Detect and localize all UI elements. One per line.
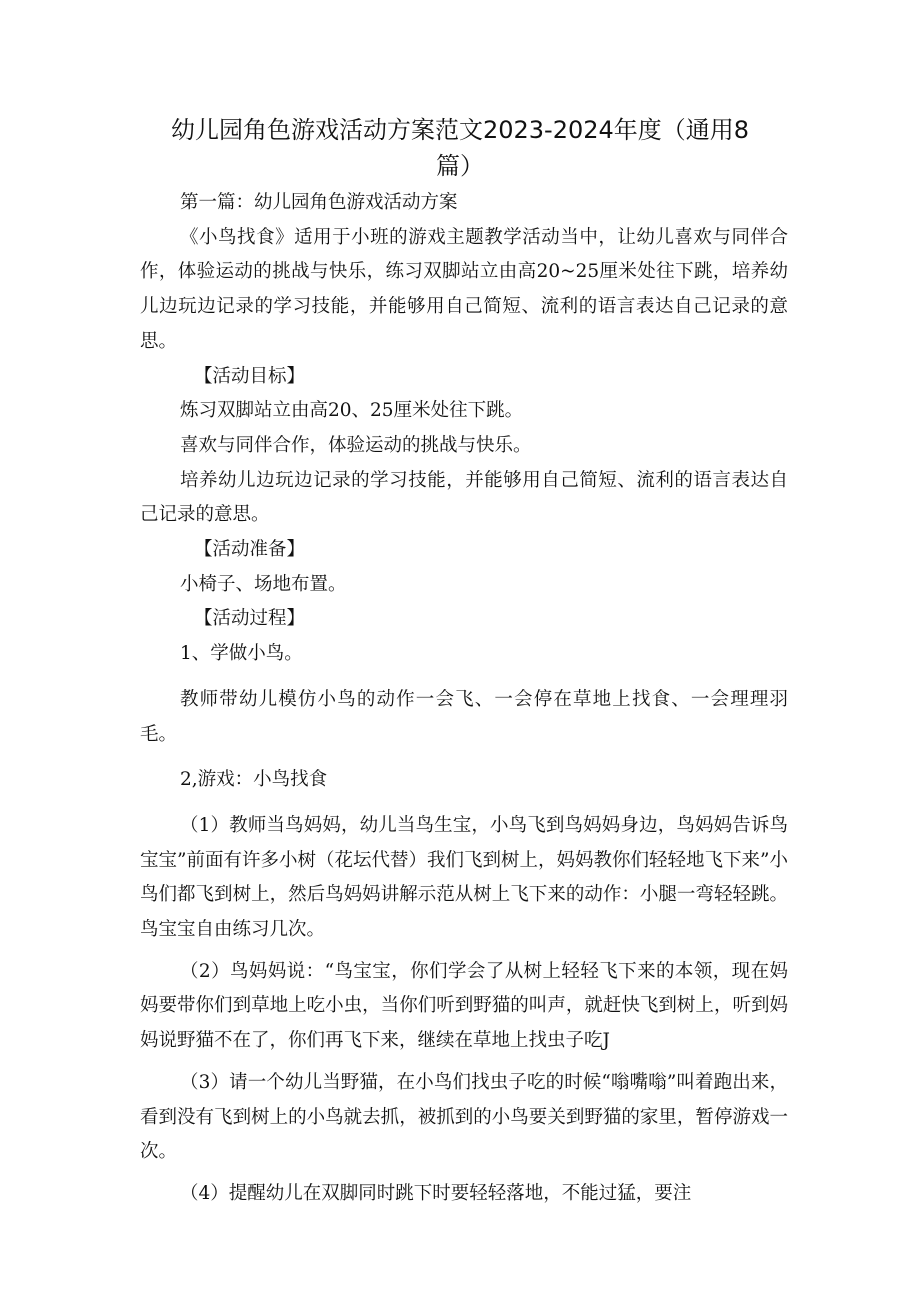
numbered-paragraph: （1）教师当鸟妈妈，幼儿当鸟生宝，小鸟飞到鸟妈妈身边，鸟妈妈告诉鸟宝宝”前面有许多小树（花坛代替）我们飞到树上，妈妈教你们轻轻地飞下来”小鸟们都飞到树上，然后鸟妈妈讲解示范从树上飞下来的动作：小腿一弯轻轻跳。鸟宝宝自由练习几次。 (140, 814, 788, 941)
intro-paragraph: 《小鸟找食》适用于小班的游戏主题教学活动当中，让幼儿喜欢与同伴合作，体验运动的挑战与快乐，练习双脚站立由高20~25厘米处往下跳，培养幼儿边玩边记录的学习技能，并能够用自己简短、流利的语言表达自己记录的意思。 (140, 226, 788, 352)
numbered-paragraph: （4）提醒幼儿在双脚同时跳下时要轻轻落地，不能过猛，要注 (180, 1182, 692, 1204)
numbered-paragraph: （2）鸟妈妈说：“鸟宝宝，你们学会了从树上轻轻飞下来的本领，现在妈妈要带你们到草地上吃小虫，当你们听到野猫的叫声，就赶快飞到树上，听到妈妈说野猫不在了，你们再飞下来，继续在草地上找虫子吃J (140, 960, 788, 1052)
prep-heading: 【活动准备】 (194, 539, 306, 561)
title-line-1: 幼儿园角色游戏活动方案范文2023-2024年度（通用8 (170, 116, 750, 144)
step-paragraph: 教师带幼儿模仿小鸟的动作一会飞、一会停在草地上找食、一会理理羽毛。 (140, 688, 788, 745)
numbered-paragraph: （3）请一个幼儿当野猫，在小鸟们找虫子吃的时候“嗡嘴嗡”叫着跑出来，看到没有飞到树上的小鸟就去抓，被抓到的小鸟要关到野猫的家里，暂停游戏一次。 (140, 1071, 788, 1163)
goal-item: 喜欢与同伴合作，体验运动的挑战与快乐。 (180, 434, 532, 456)
section-heading: 第一篇：幼儿园角色游戏活动方案 (180, 192, 458, 213)
document-body (140, 186, 788, 1212)
step-heading: 2,游戏：小鸟找食 (180, 769, 328, 791)
goals-heading: 【活动目标】 (194, 365, 306, 387)
step-heading: 1、学做小鸟。 (180, 643, 303, 665)
goal-item: 炼习双脚站立由高20、25厘米处往下跳。 (180, 400, 524, 422)
goal-item: 培养幼儿边玩边记录的学习技能，并能够用自己简短、流利的语言表达自己记录的意思。 (140, 469, 788, 526)
title-line-2: 篇） (436, 152, 484, 180)
document-title (150, 112, 770, 184)
process-heading: 【活动过程】 (194, 608, 306, 630)
prep-text: 小椅子、场地布置。 (180, 573, 347, 595)
